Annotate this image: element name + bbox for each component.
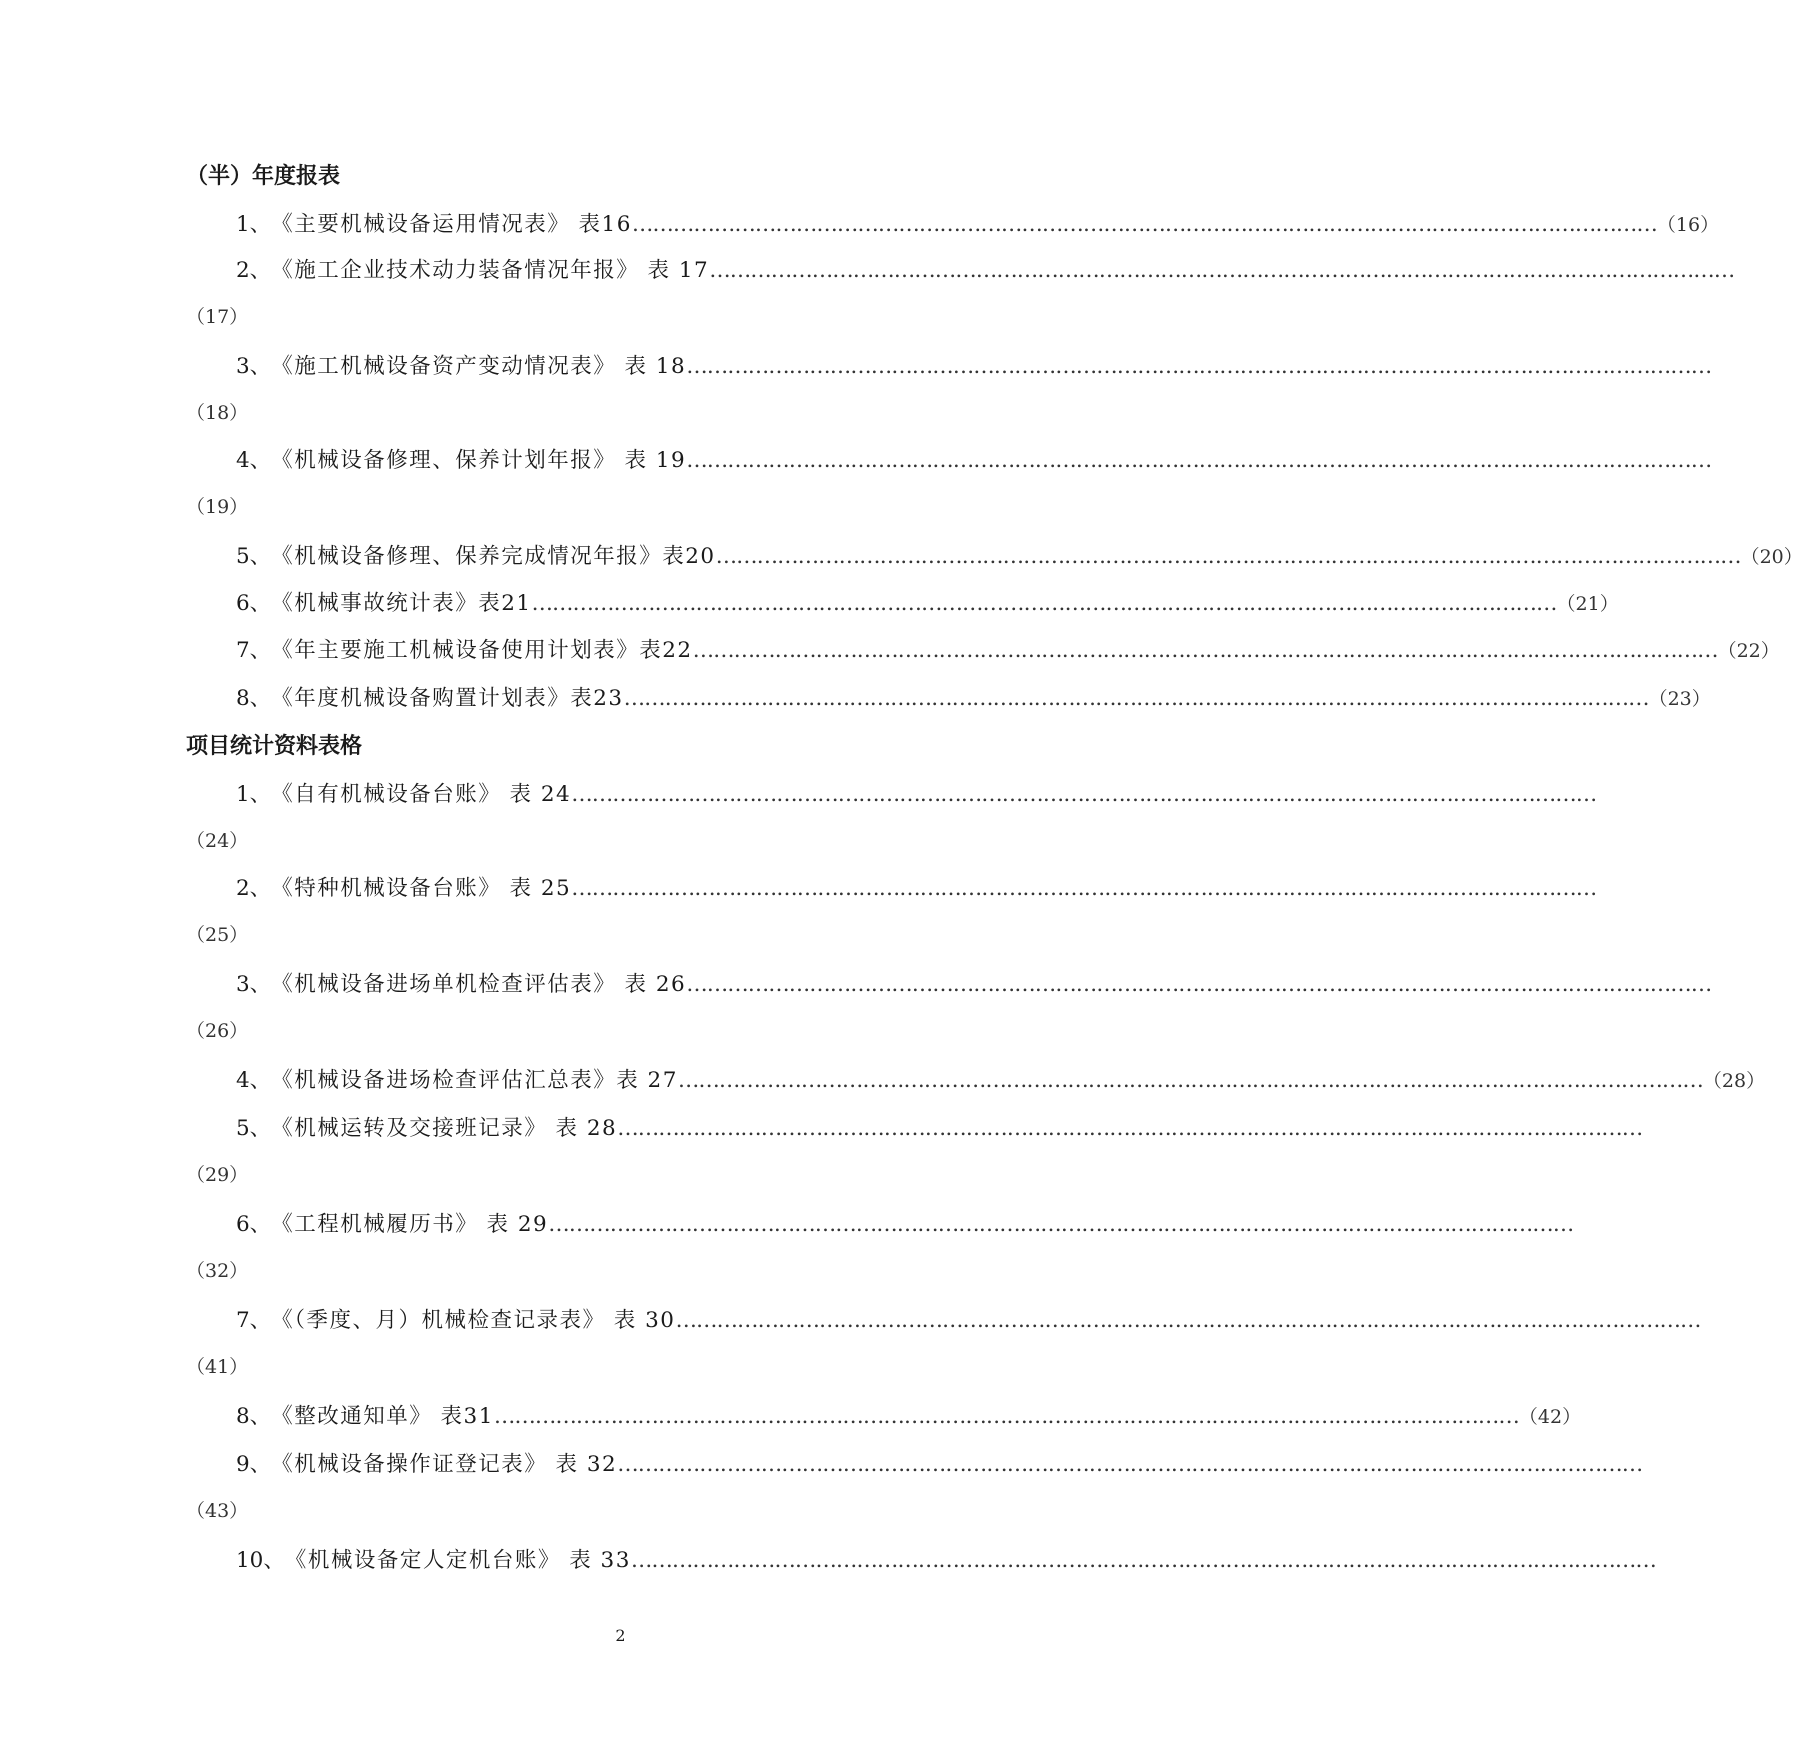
entry-number: 2、 [236,876,272,901]
leader-dots: …………………………………………………………………………………………………………………………………… [715,544,1741,569]
entry-title: 《施工机械设备资产变动情况表》 表 18 [271,354,687,379]
entry-title: 《年度机械设备购置计划表》表23 [271,686,624,711]
entry-title: 《特种机械设备台账》 表 25 [271,876,572,901]
toc-entry[interactable] [236,352,1712,382]
entry-title: 《年主要施工机械设备使用计划表》表22 [271,638,693,663]
leader-dots: …………………………………………………………………………………………………………………………………… [531,591,1557,616]
entry-page: （17） [186,306,249,328]
toc-entry[interactable] [236,1114,1643,1144]
leader-dots: …………………………………………………………………………………………………………………………………… [675,1308,1701,1333]
entry-page: （18） [186,402,249,424]
entry-number: 6、 [236,591,272,616]
leader-dots: …………………………………………………………………………………………………………………………………… [623,686,1649,711]
section-heading-project-tables: 项目统计资料表格 [186,734,363,759]
toc-entry[interactable] [236,780,1597,810]
toc-entry[interactable] [236,970,1712,1000]
leader-dots: …………………………………………………………………………………………………………………………………… [493,1404,1519,1429]
entry-number: 7、 [236,638,272,663]
toc-entry[interactable] [236,874,1597,904]
entry-title: 《自有机械设备台账》 表 24 [271,782,572,807]
toc-entry[interactable] [236,1066,1766,1096]
entry-number: 7、 [236,1308,272,1333]
leader-dots: …………………………………………………………………………………………………………………………………… [686,354,1712,379]
entry-number: 1、 [236,782,272,807]
toc-entry[interactable] [236,256,1735,286]
toc-entry[interactable] [236,636,1780,666]
toc-entry[interactable] [236,210,1720,240]
entry-number: 4、 [236,448,272,473]
leader-dots: …………………………………………………………………………………………………………………………………… [617,1452,1643,1477]
entry-number: 6、 [236,1212,272,1237]
entry-number: 3、 [236,972,272,997]
leader-dots: …………………………………………………………………………………………………………………………………… [709,258,1735,283]
entry-page: （32） [186,1260,249,1282]
entry-page: （25） [186,924,249,946]
leader-dots: …………………………………………………………………………………………………………………………………… [686,448,1712,473]
entry-page: （24） [186,830,249,852]
entry-title: 《（季度、月）机械检查记录表》 表 30 [271,1308,676,1333]
entry-title: 《施工企业技术动力装备情况年报》 表 17 [271,258,710,283]
entry-page: （22） [1717,640,1780,662]
leader-dots: …………………………………………………………………………………………………………………………………… [677,1068,1703,1093]
leader-dots: …………………………………………………………………………………………………………………………………… [548,1212,1574,1237]
entry-number: 8、 [236,1404,272,1429]
toc-entry[interactable] [236,684,1711,714]
toc-entry[interactable] [236,1306,1701,1336]
entry-number: 5、 [236,544,272,569]
toc-entry[interactable] [236,589,1619,619]
entry-number: 9、 [236,1452,272,1477]
entry-page: （16） [1656,214,1720,236]
entry-title: 《机械设备进场单机检查评估表》 表 26 [271,972,687,997]
entry-number: 8、 [236,686,272,711]
toc-entry[interactable] [236,446,1712,476]
leader-dots: …………………………………………………………………………………………………………………………………… [630,1548,1656,1573]
entry-page: （20） [1740,546,1803,568]
entry-title: 《工程机械履历书》 表 29 [271,1212,549,1237]
leader-dots: …………………………………………………………………………………………………………………………………… [571,876,1597,901]
entry-page: （29） [186,1164,249,1186]
entry-title: 《机械运转及交接班记录》 表 28 [271,1116,618,1141]
entry-page: （23） [1648,688,1711,710]
entry-page: （28） [1702,1070,1766,1092]
toc-entry[interactable] [236,1546,1656,1576]
toc-entry[interactable] [236,1402,1582,1432]
entry-number: 4、 [236,1068,272,1093]
entry-title: 《机械设备进场检查评估汇总表》表 27 [271,1068,678,1093]
entry-page: （43） [186,1500,249,1522]
entry-page: （21） [1556,593,1619,615]
leader-dots: …………………………………………………………………………………………………………………………………… [686,972,1712,997]
entry-title: 《整改通知单》 表31 [271,1404,494,1429]
entry-page: （41） [186,1356,249,1378]
entry-number: 5、 [236,1116,272,1141]
leader-dots: …………………………………………………………………………………………………………………………………… [692,638,1718,663]
entry-number: 3、 [236,354,272,379]
entry-title: 《机械设备修理、保养完成情况年报》表20 [271,544,716,569]
entry-title: 《主要机械设备运用情况表》 表16 [271,212,632,237]
entry-page: （42） [1518,1406,1582,1428]
toc-entry[interactable] [236,1210,1574,1240]
leader-dots: …………………………………………………………………………………………………………………………………… [571,782,1597,807]
page-number: 2 [615,1626,626,1645]
toc-entry[interactable] [236,542,1803,572]
leader-dots: …………………………………………………………………………………………………………………………………… [617,1116,1643,1141]
toc-entry[interactable] [236,1450,1643,1480]
entry-number: 2、 [236,258,272,283]
entry-number: 1、 [236,212,272,237]
entry-title: 《机械设备修理、保养计划年报》 表 19 [271,448,687,473]
entry-page: （19） [186,496,249,518]
entry-page: （26） [186,1020,249,1042]
entry-title: 《机械事故统计表》表21 [271,591,532,616]
section-heading-annual-reports: （半）年度报表 [186,164,341,189]
entry-title: 《机械设备操作证登记表》 表 32 [271,1452,618,1477]
entry-title: 《机械设备定人定机台账》 表 33 [284,1548,631,1573]
entry-number: 10、 [236,1548,285,1573]
leader-dots: …………………………………………………………………………………………………………………………………… [631,212,1657,237]
